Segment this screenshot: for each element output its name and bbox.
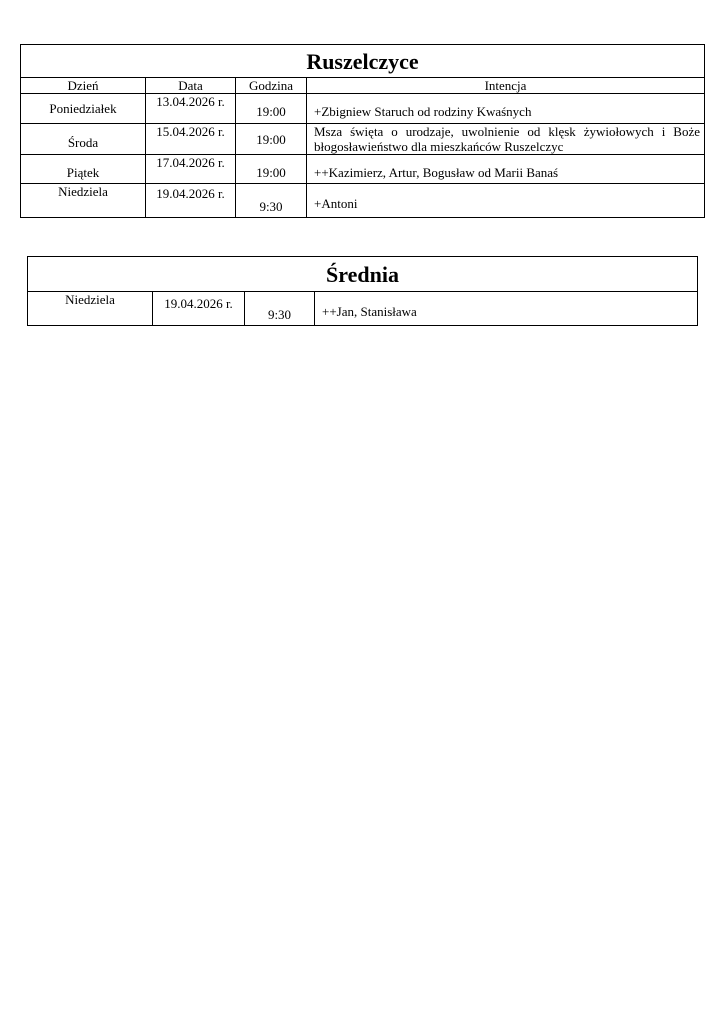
row-date: 15.04.2026 r.	[146, 124, 236, 155]
row-hour: 9:30	[245, 292, 315, 326]
table-row	[28, 292, 698, 326]
row-date: 13.04.2026 r.	[146, 94, 236, 124]
row-hour: 19:00	[236, 124, 307, 155]
column-header-date: Data	[146, 78, 236, 94]
row-day: Środa	[21, 124, 146, 155]
row-day: Poniedziałek	[21, 94, 146, 124]
row-intention: +Antoni	[307, 184, 705, 218]
row-intention: ++Kazimierz, Artur, Bogusław od Marii Banaś	[307, 155, 705, 184]
column-header-day: Dzień	[21, 78, 146, 94]
table-row	[21, 184, 705, 218]
table-row	[21, 155, 705, 184]
row-date: 19.04.2026 r.	[153, 292, 245, 326]
table-row	[21, 124, 705, 155]
row-day: Niedziela	[21, 184, 146, 218]
row-intention: Msza święta o urodzaje, uwolnienie od klęsk żywiołowych i Boże błogosławieństwo dla mieszkańców Ruszelczyc	[307, 124, 705, 155]
row-date: 17.04.2026 r.	[146, 155, 236, 184]
mass-schedule-table-srednia	[27, 256, 698, 326]
row-intention: ++Jan, Stanisława	[315, 292, 698, 326]
mass-schedule-table-ruszelczyce	[20, 44, 705, 218]
row-hour: 9:30	[236, 184, 307, 218]
column-header-intention: Intencja	[307, 78, 705, 94]
row-hour: 19:00	[236, 155, 307, 184]
row-intention: +Zbigniew Staruch od rodziny Kwaśnych	[307, 94, 705, 124]
row-date: 19.04.2026 r.	[146, 184, 236, 218]
section-title: Ruszelczyce	[21, 45, 705, 78]
row-day: Niedziela	[28, 292, 153, 326]
row-day: Piątek	[21, 155, 146, 184]
row-hour: 19:00	[236, 94, 307, 124]
section-title: Średnia	[28, 257, 698, 292]
table-row	[21, 94, 705, 124]
column-header-hour: Godzina	[236, 78, 307, 94]
